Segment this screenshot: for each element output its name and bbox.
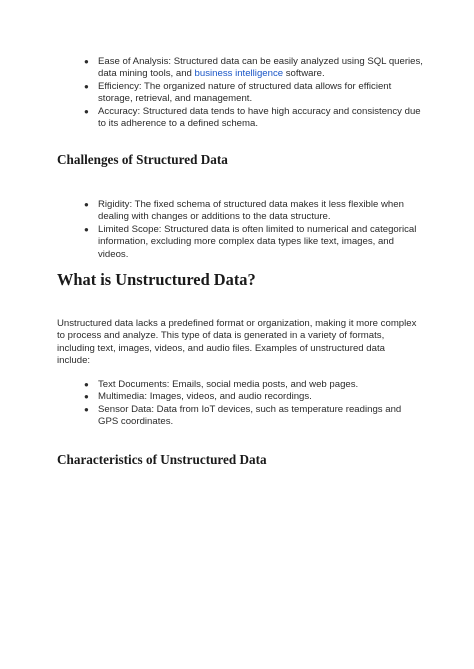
bullet-icon: ● <box>84 404 89 414</box>
unstructured-paragraph: Unstructured data lacks a predefined format or organization, making it more complex to process and analyze. This type of data is generated in a variety of formats, including text, images, videos, and audio files. Examples of unstructured data include: <box>57 318 417 367</box>
list-item-text-suffix: software. <box>283 68 325 80</box>
unstructured-heading: What is Unstructured Data? <box>57 270 256 289</box>
bullet-icon: ● <box>84 57 89 66</box>
list-item <box>84 56 424 81</box>
bullet-icon: ● <box>84 200 89 209</box>
bullet-icon: ● <box>84 81 89 91</box>
list-item-text: Sensor Data: Data from IoT devices, such as temperature readings and GPS coordinates. <box>98 403 402 428</box>
list-item-text: Accuracy: Structured data tends to have high accuracy and consistency due to its adherence to a defined schema. <box>98 105 421 130</box>
challenges-heading: Challenges of Structured Data <box>57 152 228 167</box>
bullet-icon: ● <box>84 380 89 389</box>
bullet-icon: ● <box>84 224 89 234</box>
list-item <box>84 224 424 261</box>
list-item-text: Efficiency: The organized nature of structured data allows for efficient storage, retrieval, and management. <box>98 80 392 105</box>
list-item <box>84 379 424 391</box>
challenges-list <box>84 199 424 261</box>
list-item-text: Ease of Analysis: Structured data can be easily analyzed using SQL queries, data mining tools, and <box>98 56 423 80</box>
list-item-text: Rigidity: The fixed schema of structured data makes it less flexible when dealing with changes or additions to the data structure. <box>98 199 404 223</box>
list-item-text: Limited Scope: Structured data is often limited to numerical and categorical information, excluding more complex data types like text, images, and videos. <box>98 223 417 260</box>
list-item <box>84 404 424 429</box>
unstructured-examples-list <box>84 379 424 429</box>
bullet-icon: ● <box>84 106 89 116</box>
list-item <box>84 391 424 403</box>
advantages-list <box>84 56 424 130</box>
list-item <box>84 106 424 131</box>
business-intelligence-link[interactable]: business intelligence <box>194 68 284 80</box>
bullet-icon: ● <box>84 392 89 402</box>
list-item <box>84 199 424 224</box>
characteristics-heading: Characteristics of Unstructured Data <box>57 452 267 467</box>
list-item <box>84 81 424 106</box>
list-item-text: Text Documents: Emails, social media posts, and web pages. <box>98 379 359 390</box>
list-item-text: Multimedia: Images, videos, and audio recordings. <box>98 391 312 403</box>
